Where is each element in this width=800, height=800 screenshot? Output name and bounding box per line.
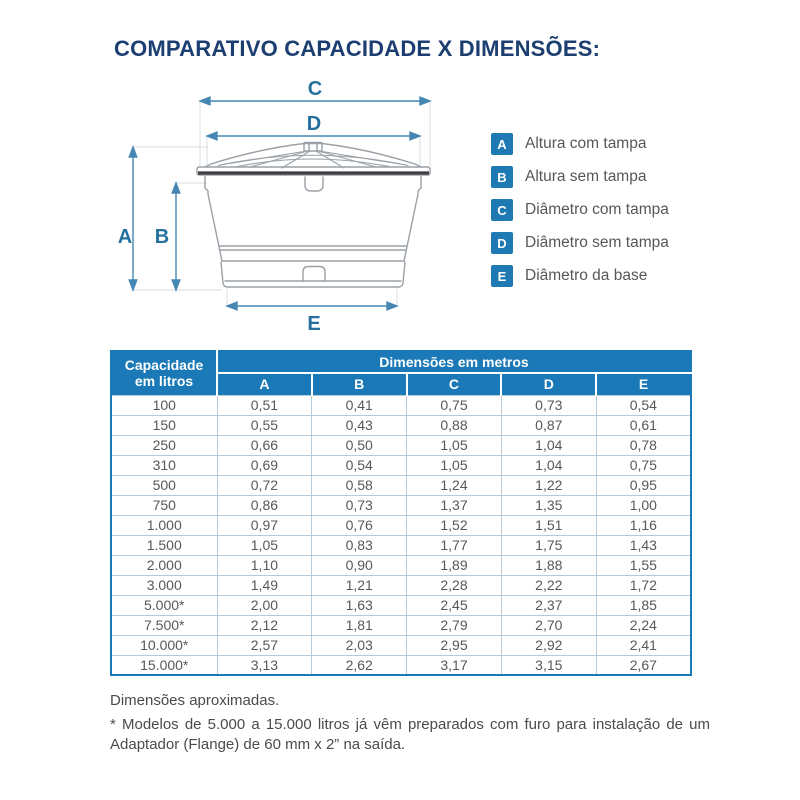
table-row bbox=[111, 435, 691, 455]
dimension-cell: 2,57 bbox=[217, 635, 312, 655]
dimension-cell: 0,72 bbox=[217, 475, 312, 495]
dimension-cell: 1,05 bbox=[407, 435, 502, 455]
dimension-cell: 1,81 bbox=[312, 615, 407, 635]
table-body bbox=[111, 395, 691, 675]
legend-key-badge: E bbox=[491, 265, 513, 287]
dimension-cell: 0,43 bbox=[312, 415, 407, 435]
legend-key-badge: A bbox=[491, 133, 513, 155]
column-header-c: C bbox=[407, 373, 502, 395]
dimension-legend bbox=[491, 133, 669, 298]
dim-label-e: E bbox=[307, 313, 321, 335]
dimension-cell: 2,41 bbox=[596, 635, 691, 655]
legend-label: Altura sem tampa bbox=[525, 168, 647, 185]
dimension-cell: 0,58 bbox=[312, 475, 407, 495]
capacity-cell: 500 bbox=[111, 475, 217, 495]
dimension-cell: 2,95 bbox=[407, 635, 502, 655]
capacity-cell: 3.000 bbox=[111, 575, 217, 595]
dimension-cell: 0,66 bbox=[217, 435, 312, 455]
dimension-cell: 3,17 bbox=[407, 655, 502, 675]
dimension-cell: 1,24 bbox=[407, 475, 502, 495]
legend-item-e bbox=[491, 265, 669, 287]
capacity-cell: 310 bbox=[111, 455, 217, 475]
dimension-cell: 1,51 bbox=[501, 515, 596, 535]
dimension-cell: 0,69 bbox=[217, 455, 312, 475]
legend-item-a bbox=[491, 133, 669, 155]
legend-item-b bbox=[491, 166, 669, 188]
capacity-header-line2: em litros bbox=[134, 373, 194, 390]
table-row bbox=[111, 655, 691, 675]
table-row bbox=[111, 495, 691, 515]
dimension-cell: 0,50 bbox=[312, 435, 407, 455]
dimension-cell: 2,24 bbox=[596, 615, 691, 635]
legend-key-badge: B bbox=[491, 166, 513, 188]
dimension-cell: 0,51 bbox=[217, 395, 312, 415]
dimension-cell: 1,00 bbox=[596, 495, 691, 515]
tank-drawing bbox=[197, 143, 430, 288]
dimension-cell: 2,28 bbox=[407, 575, 502, 595]
dimension-cell: 0,90 bbox=[312, 555, 407, 575]
legend-key-badge: D bbox=[491, 232, 513, 254]
dimension-cell: 1,72 bbox=[596, 575, 691, 595]
dimension-cell: 0,54 bbox=[312, 455, 407, 475]
dimension-cell: 1,16 bbox=[596, 515, 691, 535]
table-row bbox=[111, 575, 691, 595]
dim-label-a: A bbox=[117, 226, 133, 248]
dimension-cell: 1,21 bbox=[312, 575, 407, 595]
dimension-cell: 1,43 bbox=[596, 535, 691, 555]
capacity-cell: 2.000 bbox=[111, 555, 217, 575]
guide-lines bbox=[133, 102, 430, 306]
page-title: COMPARATIVO CAPACIDADE X DIMENSÕES: bbox=[114, 36, 601, 61]
table-row bbox=[111, 475, 691, 495]
capacity-cell: 5.000* bbox=[111, 595, 217, 615]
table-row bbox=[111, 615, 691, 635]
table-row bbox=[111, 535, 691, 555]
column-header-b: B bbox=[312, 373, 407, 395]
tank-dimension-diagram bbox=[108, 80, 483, 342]
dimension-cell: 0,75 bbox=[596, 455, 691, 475]
dimension-cell: 1,88 bbox=[501, 555, 596, 575]
table-row bbox=[111, 395, 691, 415]
note-flange: * Modelos de 5.000 a 15.000 litros já vêm preparados com furo para instalação de um Adaptador (Flange) de 60 mm x 2” na saída. bbox=[110, 716, 710, 753]
dimension-cell: 1,75 bbox=[501, 535, 596, 555]
legend-item-d bbox=[491, 232, 669, 254]
dimension-cell: 1,04 bbox=[501, 455, 596, 475]
capacity-cell: 150 bbox=[111, 415, 217, 435]
dim-label-c: C bbox=[307, 80, 323, 100]
dimension-cell: 0,73 bbox=[312, 495, 407, 515]
dimension-cell: 1,37 bbox=[407, 495, 502, 515]
capacity-column-header bbox=[111, 351, 217, 395]
dimension-cell: 2,92 bbox=[501, 635, 596, 655]
dimension-cell: 2,62 bbox=[312, 655, 407, 675]
dimension-cell: 1,22 bbox=[501, 475, 596, 495]
dimension-cell: 0,61 bbox=[596, 415, 691, 435]
table-row bbox=[111, 455, 691, 475]
table-row bbox=[111, 415, 691, 435]
capacity-dimensions-table bbox=[110, 350, 692, 676]
table-row bbox=[111, 595, 691, 615]
dimension-cell: 1,55 bbox=[596, 555, 691, 575]
dimension-arrows bbox=[129, 97, 430, 310]
table-row bbox=[111, 555, 691, 575]
dimension-cell: 0,73 bbox=[501, 395, 596, 415]
dimension-cell: 2,22 bbox=[501, 575, 596, 595]
dimension-cell: 2,37 bbox=[501, 595, 596, 615]
dimension-cell: 0,75 bbox=[407, 395, 502, 415]
legend-item-c bbox=[491, 199, 669, 221]
dimension-cell: 2,67 bbox=[596, 655, 691, 675]
dimension-cell: 1,85 bbox=[596, 595, 691, 615]
dimension-cell: 2,70 bbox=[501, 615, 596, 635]
dimension-cell: 1,89 bbox=[407, 555, 502, 575]
dimension-cell: 1,05 bbox=[407, 455, 502, 475]
dimension-cell: 2,03 bbox=[312, 635, 407, 655]
capacity-cell: 10.000* bbox=[111, 635, 217, 655]
dimension-cell: 1,05 bbox=[217, 535, 312, 555]
dimension-cell: 2,79 bbox=[407, 615, 502, 635]
dimension-cell: 2,12 bbox=[217, 615, 312, 635]
note-approximate: Dimensões aproximadas. bbox=[110, 692, 280, 709]
capacity-cell: 7.500* bbox=[111, 615, 217, 635]
dimension-cell: 2,45 bbox=[407, 595, 502, 615]
capacity-cell: 750 bbox=[111, 495, 217, 515]
capacity-cell: 1.000 bbox=[111, 515, 217, 535]
capacity-cell: 15.000* bbox=[111, 655, 217, 675]
dimension-cell: 1,77 bbox=[407, 535, 502, 555]
dimension-cell: 0,41 bbox=[312, 395, 407, 415]
dimension-cell: 2,00 bbox=[217, 595, 312, 615]
table-row bbox=[111, 635, 691, 655]
dim-label-d: D bbox=[306, 113, 322, 135]
capacity-header-line1: Capacidade bbox=[124, 357, 204, 374]
dimension-cell: 1,49 bbox=[217, 575, 312, 595]
legend-label: Diâmetro com tampa bbox=[525, 201, 669, 218]
dimension-cell: 0,88 bbox=[407, 415, 502, 435]
dimension-cell: 0,95 bbox=[596, 475, 691, 495]
table-row bbox=[111, 515, 691, 535]
dimension-cell: 0,78 bbox=[596, 435, 691, 455]
legend-label: Diâmetro sem tampa bbox=[525, 234, 669, 251]
column-header-e: E bbox=[596, 373, 691, 395]
legend-key-badge: C bbox=[491, 199, 513, 221]
legend-label: Altura com tampa bbox=[525, 135, 647, 152]
dimensions-group-header: Dimensões em metros bbox=[217, 351, 691, 373]
dimension-cell: 0,87 bbox=[501, 415, 596, 435]
dimension-cell: 1,10 bbox=[217, 555, 312, 575]
dimension-cell: 1,04 bbox=[501, 435, 596, 455]
dim-label-b: B bbox=[154, 226, 170, 248]
dimension-cell: 0,97 bbox=[217, 515, 312, 535]
column-header-a: A bbox=[217, 373, 312, 395]
dimension-cell: 3,13 bbox=[217, 655, 312, 675]
dimension-cell: 1,52 bbox=[407, 515, 502, 535]
column-header-d: D bbox=[501, 373, 596, 395]
dimension-cell: 0,55 bbox=[217, 415, 312, 435]
dimension-cell: 3,15 bbox=[501, 655, 596, 675]
capacity-cell: 250 bbox=[111, 435, 217, 455]
dimension-cell: 1,63 bbox=[312, 595, 407, 615]
legend-label: Diâmetro da base bbox=[525, 267, 648, 284]
dimension-cell: 0,86 bbox=[217, 495, 312, 515]
dimension-cell: 0,54 bbox=[596, 395, 691, 415]
capacity-cell: 1.500 bbox=[111, 535, 217, 555]
dimension-cell: 0,76 bbox=[312, 515, 407, 535]
capacity-cell: 100 bbox=[111, 395, 217, 415]
dimension-cell: 1,35 bbox=[501, 495, 596, 515]
dimension-cell: 0,83 bbox=[312, 535, 407, 555]
